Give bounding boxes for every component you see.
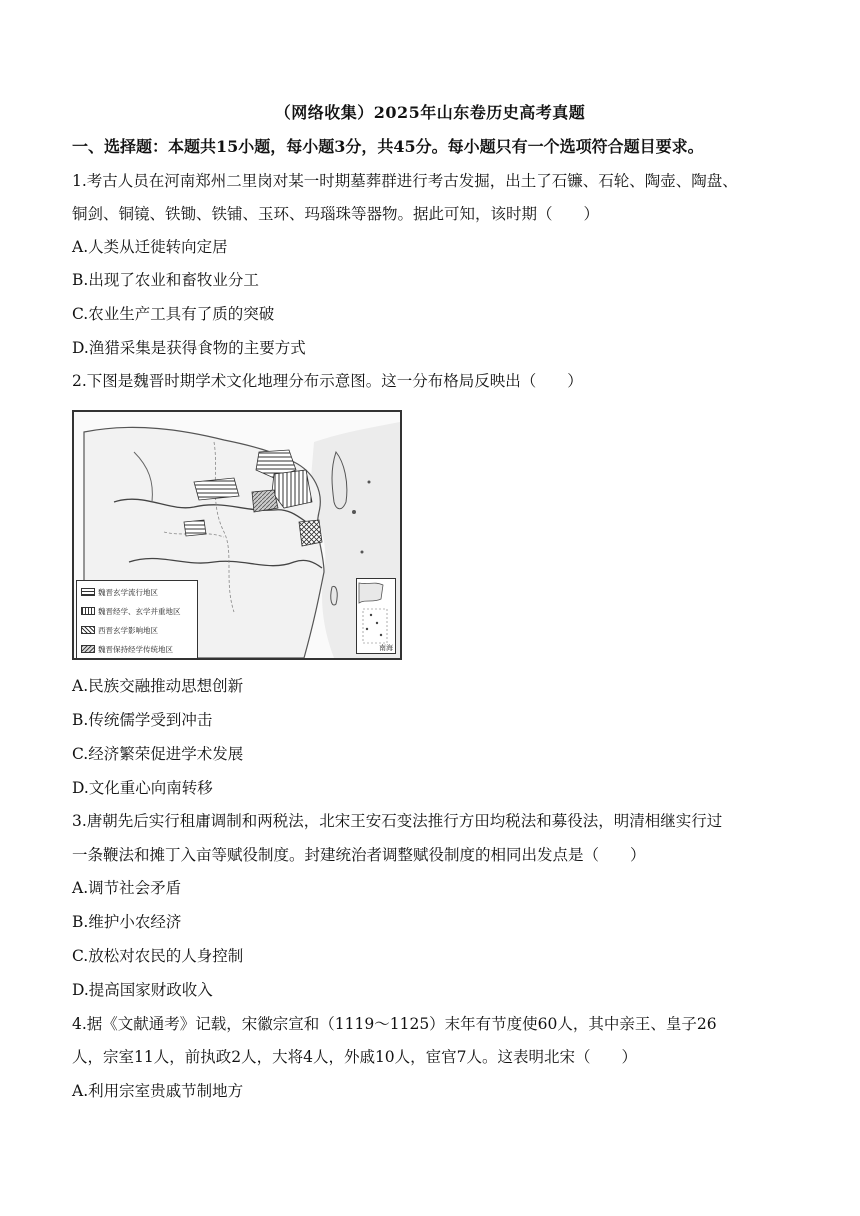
q1-option-d: D.渔猎采集是获得食物的主要方式 (72, 339, 306, 357)
q2-option-c: C.经济繁荣促进学术发展 (72, 745, 244, 763)
q1-option-a: A.人类从迁徙转向定居 (72, 238, 228, 256)
q3-option-b: B.维护小农经济 (72, 913, 182, 931)
legend-label: 魏晋保持经学传统地区 (98, 644, 173, 654)
inset-map (357, 579, 395, 653)
q3-option-c: C.放松对农民的人身控制 (72, 947, 244, 965)
q2-option-d: D.文化重心向南转移 (72, 779, 213, 797)
legend-item (81, 604, 181, 618)
section-heading: 一、选择题：本题共15小题，每小题3分，共45分。每小题只有一个选项符合题目要求。 (72, 137, 704, 156)
legend-swatch (81, 588, 95, 596)
legend-label: 魏晋经学、玄学并重地区 (98, 606, 181, 616)
q3-stem-line-2: 一条鞭法和摊丁入亩等赋役制度。封建统治者调整赋役制度的相同出发点是（ ） (72, 846, 646, 864)
q2-option-b: B.传统儒学受到冲击 (72, 711, 213, 729)
q4-option-a: A.利用宗室贵戚节制地方 (72, 1082, 244, 1100)
legend-item (81, 642, 173, 656)
south-china-sea-inset (356, 578, 396, 654)
q3-stem-line-1: 3.唐朝先后实行租庸调制和两税法，北宋王安石变法推行方田均税法和募役法，明清相继实行过 (72, 812, 723, 830)
legend-item (81, 585, 158, 599)
q4-stem-line-2: 人，宗室11人，前执政2人，大将4人，外戚10人，宦官7人。这表明北宋（ ） (72, 1048, 638, 1066)
map-legend (76, 580, 198, 660)
document-title: （网络收集）2025年山东卷历史高考真题 (274, 103, 586, 122)
legend-swatch (81, 645, 95, 653)
q3-option-d: D.提高国家财政收入 (72, 981, 213, 999)
inset-label: 南海 (379, 644, 393, 652)
q2-option-a: A.民族交融推动思想创新 (72, 677, 244, 695)
q4-stem-line-1: 4.据《文献通考》记载，宋徽宗宣和（1119～1125）末年有节度使60人，其中亲王、皇子26 (72, 1015, 717, 1033)
legend-label: 西晋玄学影响地区 (98, 625, 158, 635)
q1-stem-line-1: 1.考古人员在河南郑州二里岗对某一时期墓葬群进行考古发掘，出土了石镰、石轮、陶壶、陶盘、 (72, 172, 738, 190)
map-figure (72, 410, 402, 660)
legend-swatch (81, 607, 95, 615)
q1-option-c: C.农业生产工具有了质的突破 (72, 305, 275, 323)
q1-stem-line-2: 铜剑、铜镜、铁锄、铁铺、玉环、玛瑙珠等器物。据此可知，该时期（ ） (72, 205, 600, 223)
legend-swatch (81, 626, 95, 634)
legend-label: 魏晋玄学流行地区 (98, 587, 158, 597)
q2-stem-line-1: 2.下图是魏晋时期学术文化地理分布示意图。这一分布格局反映出（ ） (72, 372, 583, 390)
q3-option-a: A.调节社会矛盾 (72, 879, 182, 897)
q1-option-b: B.出现了农业和畜牧业分工 (72, 271, 259, 289)
legend-item (81, 623, 158, 637)
